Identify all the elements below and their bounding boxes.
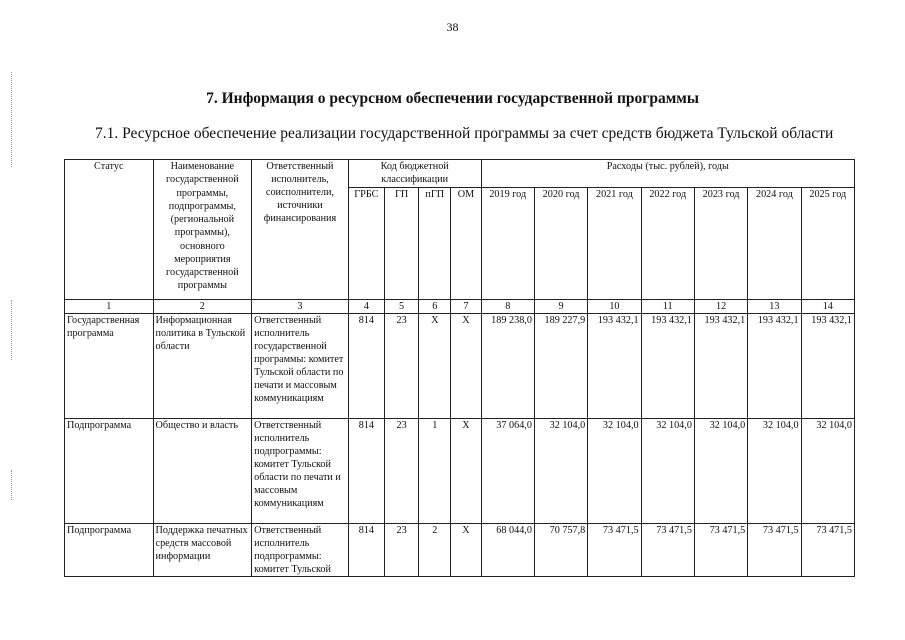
- header-name: Наименование государственной программы, подпрограммы, (региональной программы), основного мероприятия государственной программы: [153, 160, 252, 300]
- row-value: 68 044,0: [481, 524, 534, 577]
- row-value: 193 432,1: [694, 314, 747, 419]
- row-executor: Ответственный исполнитель государственной программы: комитет Тульской области по печати и массовым коммуникациям: [252, 314, 349, 419]
- row-value: 37 064,0: [481, 419, 534, 524]
- row-value: 32 104,0: [748, 419, 801, 524]
- row-value: 193 432,1: [748, 314, 801, 419]
- column-number: 10: [588, 300, 641, 314]
- column-number: 9: [534, 300, 587, 314]
- row-value: 32 104,0: [641, 419, 694, 524]
- column-number: 11: [641, 300, 694, 314]
- header-year: 2020 год: [534, 188, 587, 300]
- column-number: 1: [65, 300, 154, 314]
- row-pgp: 2: [419, 524, 451, 577]
- header-year: 2023 год: [694, 188, 747, 300]
- header-year: 2022 год: [641, 188, 694, 300]
- header-year: 2024 год: [748, 188, 801, 300]
- row-name: Информационная политика в Тульской области: [153, 314, 252, 419]
- margin-mark: [11, 300, 12, 360]
- header-expenses: Расходы (тыс. рублей), годы: [481, 160, 854, 188]
- column-number-row: [65, 300, 855, 314]
- row-value: 73 471,5: [801, 524, 854, 577]
- row-status: Государственная программа: [65, 314, 154, 419]
- header-gp: ГП: [384, 188, 418, 300]
- row-name: Поддержка печатных средств массовой информации: [153, 524, 252, 577]
- margin-mark: [11, 470, 12, 500]
- row-gp: 23: [384, 419, 418, 524]
- header-om: ОМ: [451, 188, 481, 300]
- row-value: 73 471,5: [694, 524, 747, 577]
- row-grbs: 814: [348, 419, 384, 524]
- row-executor: Ответственный исполнитель подпрограммы: комитет Тульской области по печати и массовым коммуникациям: [252, 419, 349, 524]
- table-row: [65, 419, 855, 524]
- row-pgp: Х: [419, 314, 451, 419]
- row-value: 32 104,0: [534, 419, 587, 524]
- row-value: 32 104,0: [801, 419, 854, 524]
- page-number: 38: [446, 20, 459, 34]
- header-status: Статус: [65, 160, 154, 300]
- row-gp: 23: [384, 314, 418, 419]
- column-number: 14: [801, 300, 854, 314]
- row-status: Подпрограмма: [65, 419, 154, 524]
- row-value: 73 471,5: [641, 524, 694, 577]
- header-executor: Ответственный исполнитель, соисполнители, источники финансирования: [252, 160, 349, 300]
- row-value: 189 227,9: [534, 314, 587, 419]
- column-number: 2: [153, 300, 252, 314]
- row-value: 193 432,1: [641, 314, 694, 419]
- row-name: Общество и власть: [153, 419, 252, 524]
- row-value: 189 238,0: [481, 314, 534, 419]
- row-value: 73 471,5: [748, 524, 801, 577]
- header-grbs: ГРБС: [348, 188, 384, 300]
- row-gp: 23: [384, 524, 418, 577]
- header-year: 2019 год: [481, 188, 534, 300]
- row-grbs: 814: [348, 524, 384, 577]
- row-om: Х: [451, 524, 481, 577]
- column-number: 5: [384, 300, 418, 314]
- column-number: 7: [451, 300, 481, 314]
- header-pgp: пГП: [419, 188, 451, 300]
- row-value: 73 471,5: [588, 524, 641, 577]
- section-title: 7. Информация о ресурсном обеспечении государственной программы: [206, 90, 699, 107]
- row-value: 193 432,1: [801, 314, 854, 419]
- row-value: 32 104,0: [588, 419, 641, 524]
- column-number: 13: [748, 300, 801, 314]
- column-number: 12: [694, 300, 747, 314]
- budget-table: [64, 159, 855, 577]
- header-year: 2025 год: [801, 188, 854, 300]
- row-executor: Ответственный исполнитель подпрограммы: комитет Тульской: [252, 524, 349, 577]
- row-value: 193 432,1: [588, 314, 641, 419]
- column-number: 3: [252, 300, 349, 314]
- header-budget-code: Код бюджетной классификации: [348, 160, 481, 188]
- column-number: 6: [419, 300, 451, 314]
- row-status: Подпрограмма: [65, 524, 154, 577]
- table-row: [65, 314, 855, 419]
- table-row: [65, 524, 855, 577]
- column-number: 8: [481, 300, 534, 314]
- subsection-title: 7.1. Ресурсное обеспечение реализации государственной программы за счет средств бюджета Тульской области: [95, 125, 834, 142]
- row-value: 70 757,8: [534, 524, 587, 577]
- margin-mark: [11, 72, 12, 167]
- row-om: Х: [451, 314, 481, 419]
- column-number: 4: [348, 300, 384, 314]
- row-om: Х: [451, 419, 481, 524]
- row-value: 32 104,0: [694, 419, 747, 524]
- row-grbs: 814: [348, 314, 384, 419]
- header-year: 2021 год: [588, 188, 641, 300]
- row-pgp: 1: [419, 419, 451, 524]
